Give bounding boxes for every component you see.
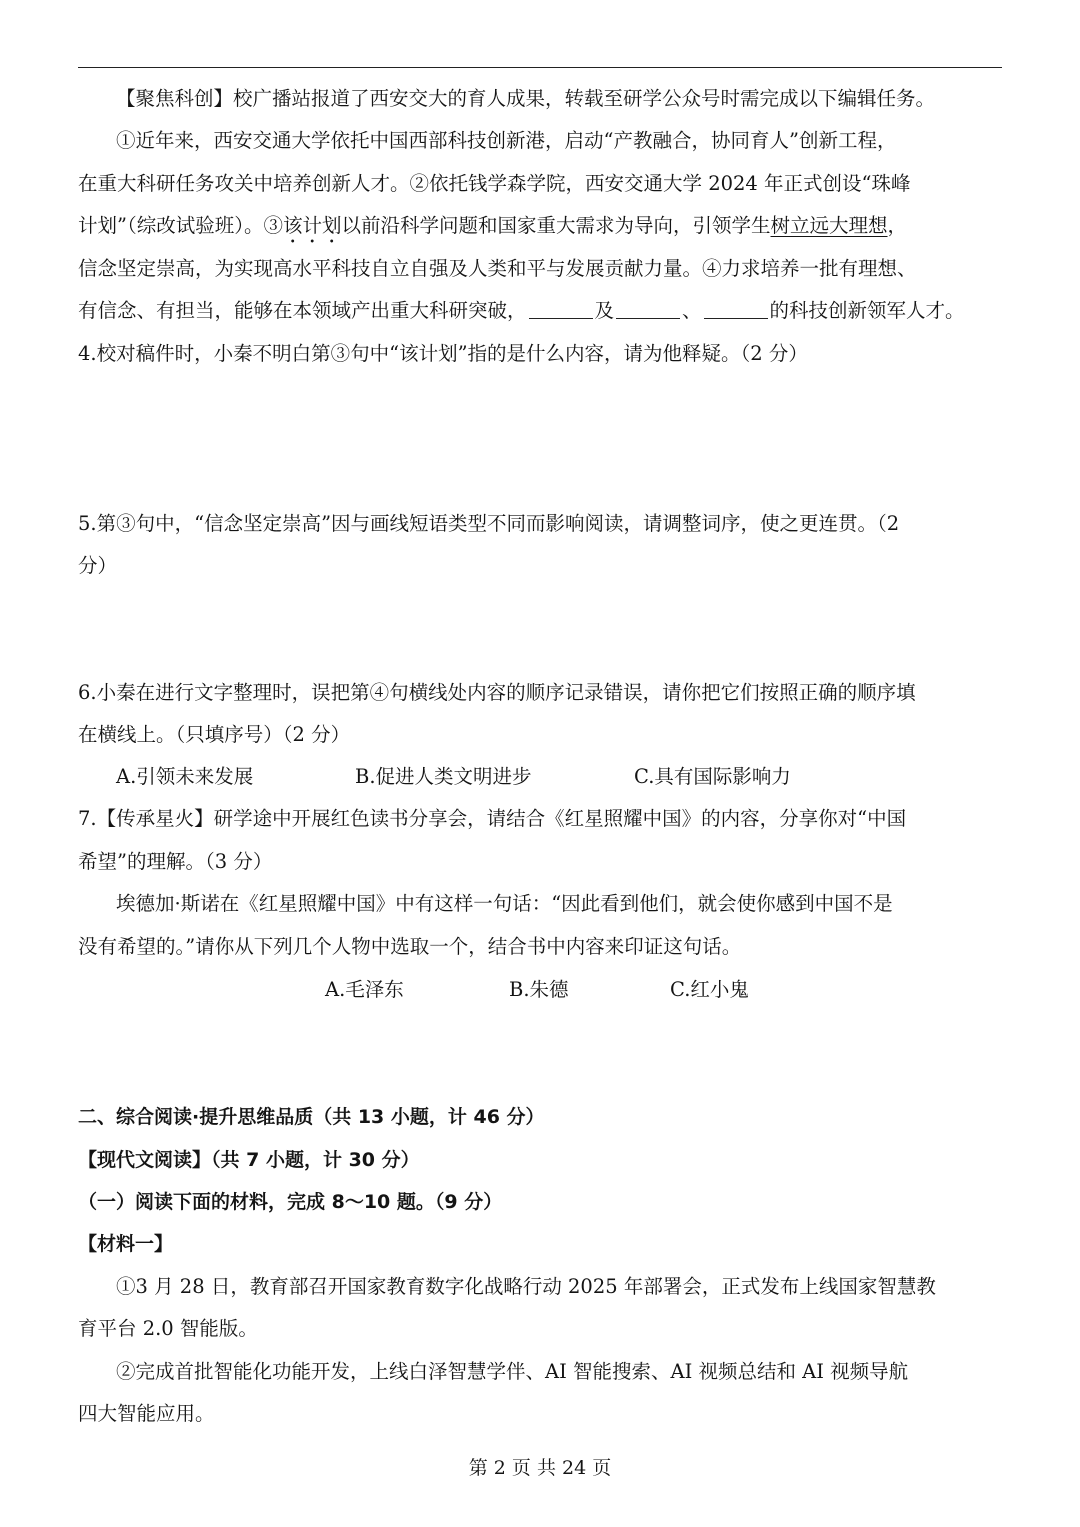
dotted-phrase: 该计划 (282, 214, 342, 237)
question-5-line-1: 5.第③句中，“信念坚定崇高”因与画线短语类型不同而影响阅读，请调整词序，使之更连贯。（2 (78, 512, 900, 535)
q7-prompt-line-2: 没有希望的。”请你从下列几个人物中选取一个，结合书中内容来印证这句话。 (78, 935, 742, 958)
material-1-para-2-line-2: 四大智能应用。 (78, 1402, 215, 1425)
question-5-line-2: 分） (78, 554, 118, 577)
q6-option-b: B.促进人类文明进步 (355, 765, 532, 788)
question-4: 4.校对稿件时，小秦不明白第③句中“该计划”指的是什么内容，请为他释疑。（2 分） (78, 342, 808, 365)
answer-blank-3[interactable] (704, 298, 768, 319)
passage-line-4: 信念坚定崇高，为实现高水平科技自立自强及人类和平与发展贡献力量。④力求培养一批有理想、 (78, 257, 917, 280)
material-1-para-1-line-2: 育平台 2.0 智能版。 (78, 1317, 258, 1340)
section-2-subtitle: 【现代文阅读】（共 7 小题，计 30 分） (78, 1149, 420, 1171)
q7-option-a: A.毛泽东 (325, 978, 404, 1001)
material-1-para-1-line-1: ①3 月 28 日，教育部召开国家教育数字化战略行动 2025 年部署会，正式发布上线国家智慧教 (116, 1275, 936, 1298)
question-7-line-2: 希望”的理解。（3 分） (78, 850, 273, 873)
q6-option-a: A.引领未来发展 (116, 765, 254, 788)
section-2-part-1: （一）阅读下面的材料，完成 8～10 题。（9 分） (78, 1191, 503, 1213)
passage-line-5: 有信念、有担当，能够在本领域产出重大科研突破， 及 、 的科技创新领军人才。 (78, 299, 965, 322)
passage-line-2: 在重大科研任务攻关中培养创新人才。②依托钱学森学院，西安交通大学 2024 年正式创设“珠峰 (78, 172, 911, 195)
question-6-line-2: 在横线上。（只填序号）（2 分） (78, 723, 351, 746)
q7-option-c: C.红小鬼 (670, 978, 749, 1001)
q6-option-c: C.具有国际影响力 (634, 765, 791, 788)
question-6-line-1: 6.小秦在进行文字整理时，误把第④句横线处内容的顺序记录错误，请你把它们按照正确的顺序填 (78, 681, 916, 704)
question-7-line-1: 7.【传承星火】研学途中开展红色读书分享会，请结合《红星照耀中国》的内容，分享你对“中国 (78, 807, 907, 830)
passage-intro: 【聚焦科创】校广播站报道了西安交大的育人成果，转载至研学公众号时需完成以下编辑任务。 (116, 87, 936, 110)
header-rule (78, 67, 1002, 68)
underlined-phrase: 树立远大理想 (770, 214, 888, 237)
material-1-heading: 【材料一】 (78, 1233, 174, 1255)
answer-blank-2[interactable] (616, 298, 680, 319)
passage-line-1: ①近年来，西安交通大学依托中国西部科技创新港，启动“产教融合，协同育人”创新工程， (116, 129, 897, 152)
page-footer: 第 2 页 共 24 页 (468, 1457, 612, 1479)
answer-blank-1[interactable] (529, 298, 593, 319)
q7-option-b: B.朱德 (509, 978, 569, 1001)
section-2-title: 二、综合阅读·提升思维品质（共 13 小题，计 46 分） (78, 1106, 545, 1128)
q7-prompt-line-1: 埃德加·斯诺在《红星照耀中国》中有这样一句话：“因此看到他们，就会使你感到中国不是 (116, 892, 893, 915)
material-1-para-2-line-1: ②完成首批智能化功能开发，上线白泽智慧学伴、AI 智能搜索、AI 视频总结和 AI 视频导航 (116, 1360, 909, 1383)
passage-line-3: 计划”（综改试验班）。③该计划以前沿科学问题和国家重大需求为导向，引领学生树立远大理想， (78, 214, 908, 237)
